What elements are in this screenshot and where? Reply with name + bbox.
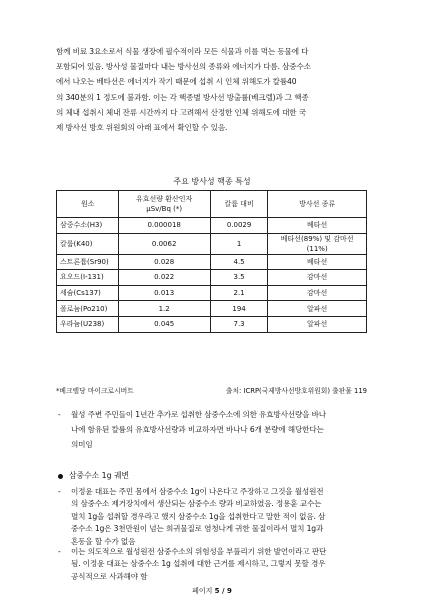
intro-line: 포함되어 있음. 방사성 물질마다 내는 방사선의 종류와 에너지가 다름. 삼중수소 <box>56 62 311 72</box>
section-item-1 <box>58 486 378 546</box>
cell-ratio: 1 <box>210 233 268 254</box>
cell-radiation: 베타선(89%) 및 감마선(11%) <box>268 233 367 254</box>
table-row <box>57 270 367 286</box>
header-nuclide: 원소 <box>57 191 119 218</box>
header-ratio: 칼륨 대비 <box>210 191 268 218</box>
dash-mark: - <box>58 410 61 419</box>
table-source: 출처: ICRP(국제방사선방호위원회) 출판물 119 <box>225 387 367 395</box>
table-row <box>57 301 367 317</box>
section-item-line: 됨. 이정윤 대표는 삼중수소 1g 섭취에 대한 근거를 제시하고, 그렇지 못할 경우 <box>71 559 326 569</box>
dash-note <box>58 407 378 453</box>
section-item-line: 이는 의도적으로 월성원전 삼중수소의 위험성을 부풀리기 위한 발언이라고 판단 <box>71 547 327 556</box>
cell-nuclide: 칼륨(K40) <box>57 233 119 254</box>
header-dose-line1: 유효선량 환산인자 <box>136 195 193 203</box>
cell-ratio: 2.1 <box>210 285 268 301</box>
radionuclide-table <box>56 190 367 333</box>
section-item-2-body <box>71 546 326 583</box>
table-row <box>57 285 367 301</box>
intro-paragraph <box>56 44 386 135</box>
intro-line: 함께 비료 3요소로서 식물 생장에 필수적이라 모든 식물과 이를 먹는 동물에 다 <box>56 47 309 56</box>
section-item-line: 혼동을 할 수가 없음 <box>71 536 136 546</box>
cell-nuclide: 우라늄(U238) <box>57 316 119 332</box>
footer-prefix: 페이지 <box>192 587 215 595</box>
section-item-line: 공식적으로 사과해야 함 <box>71 571 148 581</box>
bullet-dot-icon <box>58 474 63 479</box>
cell-dose: 0.013 <box>118 285 210 301</box>
cell-ratio: 7.3 <box>210 316 268 332</box>
cell-ratio: 3.5 <box>210 270 268 286</box>
cell-dose: 0.028 <box>118 254 210 270</box>
cell-radiation: 감마선 <box>268 270 367 286</box>
table-header-row <box>57 191 367 218</box>
dash-note-line: 의미임 <box>71 440 93 450</box>
dash-mark: - <box>58 547 61 556</box>
dash-mark: - <box>58 487 61 496</box>
cell-radiation: 알파선 <box>268 301 367 317</box>
cell-ratio: 194 <box>210 301 268 317</box>
cell-nuclide: 세슘(Cs137) <box>57 285 119 301</box>
table-notes <box>56 385 367 395</box>
intro-line: 의 340분의 1 정도에 불과함. 이는 각 핵종별 방사선 방출률(베크렐)과 그 핵종 <box>56 92 309 102</box>
cell-ratio: 4.5 <box>210 254 268 270</box>
header-dose-factor <box>118 191 210 218</box>
table-footnote: *베크렐당 마이크로시버트 <box>56 387 134 395</box>
section-item-line: 의 삼중수소 제거장치에서 생산되는 삼중수소 량과 비교하였음. 정용훈 교수는 <box>71 499 322 509</box>
section-item-line: 멸치 1g을 섭취할 경우라고 했지 삼중수소 1g을 섭취한다고 말한 적이 없음. 삼 <box>71 511 326 521</box>
intro-line: 의 체내 섭취시 체내 잔류 시간까지 다 고려해서 산정한 인체 위해도에 대한 국 <box>56 107 306 117</box>
cell-nuclide: 폴로늄(Po210) <box>57 301 119 317</box>
section-item-line: 이정윤 대표는 주민 몸에서 삼중수소 1g이 나온다고 주장하고 그것을 월성원전 <box>71 487 324 496</box>
header-dose-line2: μSv/Bq (*) <box>146 205 183 213</box>
dash-note-line: 나에 함유된 칼륨의 유효방사선량과 비교하자면 바나나 6개 분량에 해당한다는 <box>71 425 324 435</box>
dash-note-body <box>71 407 326 453</box>
cell-dose: 0.022 <box>118 270 210 286</box>
page-footer <box>0 586 424 596</box>
header-radiation: 방사선 종류 <box>268 191 367 218</box>
section-heading-text: 삼중수소 1g 궤변 <box>69 471 130 480</box>
section-heading <box>58 470 129 481</box>
section-item-line: 중수소 1g은 3천만원이 넘는 희귀물질로 염청나게 귀한 물질이라서 멸치 1g과 <box>71 524 324 534</box>
cell-radiation: 베타선 <box>268 254 367 270</box>
table-title: 주요 방사성 핵종 특성 <box>173 177 251 186</box>
cell-dose: 1.2 <box>118 301 210 317</box>
cell-radiation: 베타선 <box>268 218 367 234</box>
cell-radiation: 알파선 <box>268 316 367 332</box>
intro-line: 제 방사선 방호 위원회의 아래 표에서 확인할 수 있음. <box>56 123 228 133</box>
table-row <box>57 254 367 270</box>
intro-line: 에서 나오는 베타선은 에너지가 작기 때문에 섭취 시 인체 위해도가 칼륨40 <box>56 77 297 87</box>
table-row <box>57 233 367 254</box>
cell-dose: 0.000018 <box>118 218 210 234</box>
cell-dose: 0.0062 <box>118 233 210 254</box>
table-row <box>57 316 367 332</box>
cell-ratio: 0.0029 <box>210 218 268 234</box>
cell-nuclide: 삼중수소(H3) <box>57 218 119 234</box>
dash-note-line: 월성 주변 주민들이 1년간 추가로 섭취한 삼중수소에 의한 유효방사선량을 바나 <box>71 410 326 419</box>
section-item-1-body <box>71 486 325 548</box>
cell-nuclide: 스트론튬(Sr90) <box>57 254 119 270</box>
cell-radiation: 감마선 <box>268 285 367 301</box>
cell-nuclide: 요오드(I-131) <box>57 270 119 286</box>
cell-dose: 0.045 <box>118 316 210 332</box>
page-number: 5 / 9 <box>214 587 232 595</box>
table-row <box>57 218 367 234</box>
